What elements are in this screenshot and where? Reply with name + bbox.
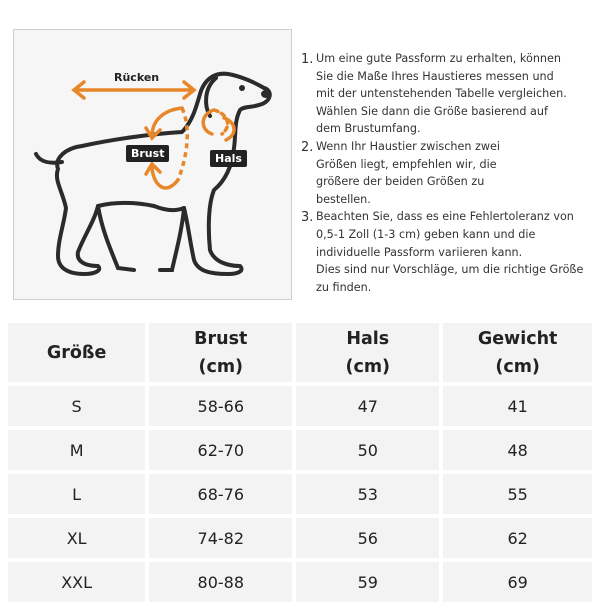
instruction-line: individuelle Passform variieren kann. [316,245,523,259]
instruction-number: 3. [301,210,314,226]
instruction-line: Wählen Sie dann die Größe basierend auf [316,104,548,118]
cell-chest: 80-88 [149,562,292,602]
cell-weight: 41 [443,386,592,426]
instruction-line: Größen liegt, empfehlen wir, die [316,157,497,171]
neck-label: Hals [210,150,247,167]
cell-chest: 68-76 [149,474,292,514]
dog-nose [261,90,271,98]
table-header-row [8,323,592,382]
cell-neck: 53 [296,474,439,514]
header-neck: Hals (cm) [296,323,439,382]
cell-neck: 50 [296,430,439,470]
instruction-line: Sie die Maße Ihres Haustieres messen und [316,69,554,83]
chest-label: Brust [126,145,169,162]
cell-size: XXL [8,562,145,602]
table-row [8,518,592,558]
instruction-number: 2. [301,139,314,155]
neck-measure-loop [203,110,234,140]
dog-leg-line-front [160,208,184,270]
table-row [8,562,592,602]
cell-neck: 59 [296,562,439,602]
instruction-line: Wenn Ihr Haustier zwischen zwei [316,139,501,153]
table-row [8,430,592,470]
instruction-line: Um eine gute Passform zu erhalten, können [316,52,561,65]
instructions-list [299,50,595,296]
instruction-line: mit der untenstehenden Tabelle vergleichen. [316,87,567,101]
cell-chest: 58-66 [149,386,292,426]
header-size: Größe [8,323,145,382]
back-arrow [74,82,194,98]
instruction-line: bestellen. [316,192,371,206]
cell-chest: 74-82 [149,518,292,558]
cell-chest: 62-70 [149,430,292,470]
dog-leg-line [98,206,134,270]
cell-size: XL [8,518,145,558]
instruction-item [299,50,595,138]
instruction-line: Dies sind nur Vorschläge, um die richtige Größe [316,263,584,277]
dog-eye [239,85,245,91]
cell-size: L [8,474,145,514]
cell-neck: 56 [296,518,439,558]
instruction-line: dem Brustumfang. [316,122,421,136]
cell-size: M [8,430,145,470]
header-chest: Brust (cm) [149,323,292,382]
cell-neck: 47 [296,386,439,426]
instruction-line: Beachten Sie, dass es eine Fehlertoleranz von [316,210,574,224]
instruction-line: zu finden. [316,280,372,294]
size-chart-table [4,319,596,606]
back-label: Rücken [114,71,160,84]
cell-weight: 55 [443,474,592,514]
instruction-line: 0,5-1 Zoll (1-3 cm) geben kann und die [316,227,536,241]
table-row [8,474,592,514]
instruction-item [299,138,595,208]
instruction-line: größere der beiden Größen zu [316,175,485,189]
cell-weight: 62 [443,518,592,558]
cell-weight: 48 [443,430,592,470]
instruction-item [299,208,595,296]
table-row [8,386,592,426]
dog-measurement-diagram [13,29,292,300]
dog-silhouette [57,74,270,274]
header-weight: Gewicht (cm) [443,323,592,382]
cell-weight: 69 [443,562,592,602]
cell-size: S [8,386,145,426]
instruction-number: 1. [301,52,314,67]
